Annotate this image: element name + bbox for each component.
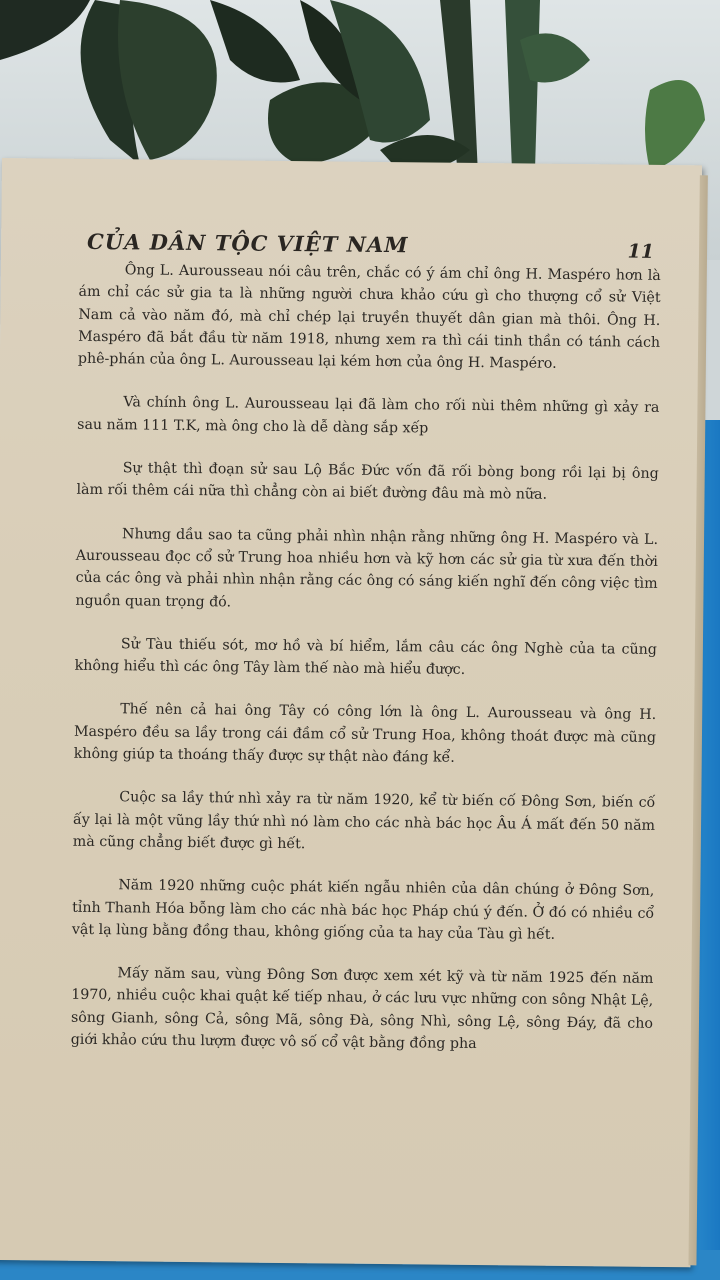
book-page — [0, 158, 702, 1267]
paragraph: Sự thật thì đoạn sử sau Lộ Bắc Đức vốn đã rối bòng bong rồi lại bị ông làm rối thêm cái nữa thì chẳng còn ai biết đường đâu mà mò nữa. — [76, 460, 659, 504]
page-body — [70, 259, 660, 1078]
paragraph: Năm 1920 những cuộc phát kiến ngẫu nhiên của dân chúng ở Đông Sơn, tỉnh Thanh Hóa bỗng làm cho các nhà bác học Pháp chú ý đến. Ở đó có nhiều cổ vật lạ lùng bằng đồng thau, không giống của ta hay của Tàu gì hết. — [71, 877, 655, 943]
paragraph: Sử Tàu thiếu sót, mơ hồ và bí hiểm, lắm câu các ông Nghè của ta cũng không hiểu thì các ông Tây làm thế nào mà hiểu được. — [74, 636, 657, 679]
paragraph: Nhưng dầu sao ta cũng phải nhìn nhận rằng những ông H. Maspéro và L. Aurousseau đọc cổ sử Trung hoa nhiều hơn và kỹ hơn các sử gia từ xưa đến thời của các ông và phải nhìn nhận rằng các ông có sáng kiến nghĩ đến công việc tìm nguồn quan trọng đó. — [75, 525, 659, 610]
running-title: CỦA DÂN TỘC VIỆT NAM — [87, 228, 409, 258]
paragraph: Và chính ông L. Aurousseau lại đã làm cho rối nùi thêm những gì xảy ra sau năm 111 T.K, mà ông cho là dễ dàng sắp xếp — [77, 394, 660, 437]
page-number: 11 — [627, 240, 655, 263]
paragraph: Ông L. Aurousseau nói câu trên, chắc có ý ám chỉ ông H. Maspéro hơn là ám chỉ các sử gia ta là những người chưa khảo cứu gì cho thượng cổ sử Việt Nam cả vào năm đó, mà chỉ chép lại truyền thuyết dân gian mà thôi. Ông H. Maspéro đã bắt đầu từ năm 1918, nhưng xem ra thì cái tinh thần có tánh cách phê-phán của ông L. Aurousseau lại kém hơn của ông H. Maspéro. — [77, 262, 661, 373]
paragraph: Mấy năm sau, vùng Đông Sơn được xem xét kỹ và từ năm 1925 đến năm 1970, nhiều cuộc khai quật kế tiếp nhau, ở các lưu vực những con sông Nhật Lệ, sông Gianh, sông Cả, sông Mã, sông Đà, sông Nhì, sông Lệ, sông Đáy, đã cho giới khảo cứu thu lượm được vô số cổ vật bằng đồng pha — [70, 965, 654, 1053]
paragraph: Thế nên cả hai ông Tây có công lớn là ông L. Aurousseau và ông H. Maspéro đều sa lầy trong cái đầm cổ sử Trung Hoa, không thoát được mà cũng không giúp ta thoáng thấy được sự thật nào đáng kể. — [73, 701, 657, 766]
paragraph: Cuộc sa lầy thứ nhì xảy ra từ năm 1920, kể từ biến cố Đông Sơn, biến cố ấy lại là một vũng lầy thứ nhì nó làm cho các nhà bác học Âu Á mất đến 50 năm mà cũng chẳng biết được gì hết. — [72, 789, 656, 853]
